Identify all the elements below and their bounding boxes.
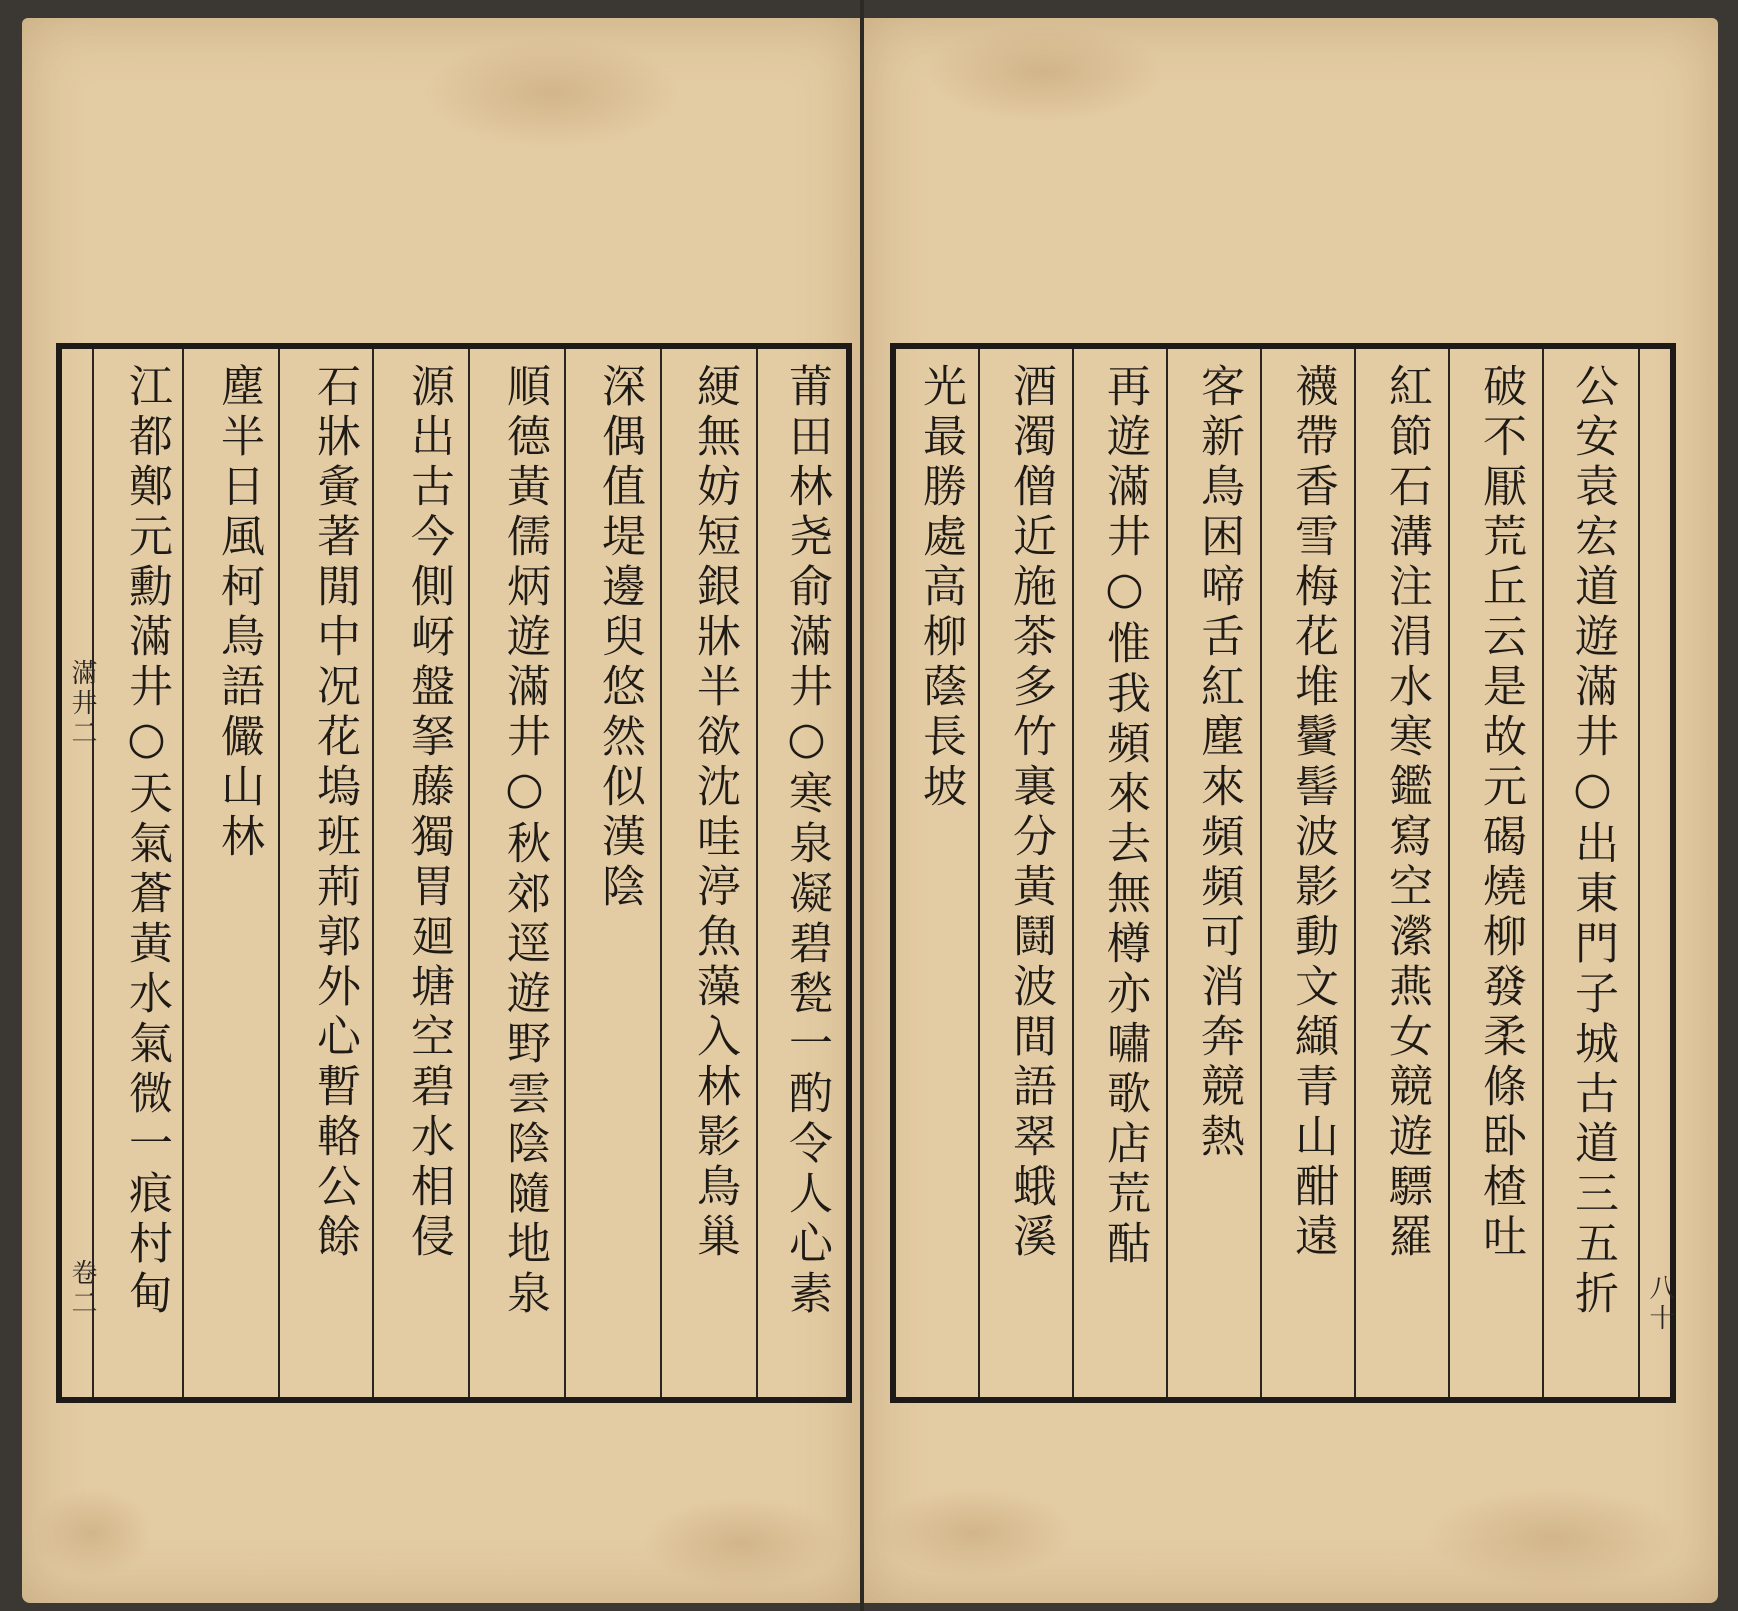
column-rule [564,349,566,1397]
text-column: 綆無妨短銀牀半欲沈哇渟魚藻入林影鳥巢 [689,363,740,1263]
text-column: 塵半日風柯鳥語儼山林 [213,363,264,863]
text-column: 順德黃儒炳遊滿井○秋郊逕遊野雲陰隨地泉 [499,363,550,1320]
text-column: 襪帶香雪梅花堆鬢髻波影動文纈青山酣遠 [1287,363,1338,1263]
left-page [22,18,860,1603]
column-rule [1542,349,1544,1397]
text-column: 源出古今側岈盤拏藤獨胃廻塘空碧水相侵 [403,363,454,1263]
text-frame-left [56,343,852,1403]
text-column: 酒濁僧近施茶多竹裏分黃鬪波間語翠蛾溪 [1005,363,1056,1263]
stain [874,1488,1074,1578]
stain [32,1488,152,1578]
margin-volume: 卷二 [67,1259,97,1319]
column-rule [1448,349,1450,1397]
page-number: 八十 [1645,1274,1675,1334]
column-rule [278,349,280,1397]
column-rule [756,349,758,1397]
column-rule [92,349,94,1397]
text-column: 公安袁宏道遊滿井○出東門子城古道三五折 [1567,363,1618,1320]
column-rule [468,349,470,1397]
column-rule [1166,349,1168,1397]
column-rule [660,349,662,1397]
text-column: 莆田林尧俞滿井○寒泉凝碧甃一酌令人心素 [781,363,832,1320]
column-rule [1354,349,1356,1397]
stain [642,1498,842,1588]
column-rule [1638,349,1640,1397]
column-rule [372,349,374,1397]
column-rule [182,349,184,1397]
text-column: 破不厭荒丘云是故元碣燒柳發柔條卧楂吐 [1475,363,1526,1263]
text-column: 深偶值堤邊臾悠然似漢陰 [594,363,645,913]
stain [422,38,682,148]
text-column: 光最勝處高柳蔭長坡 [915,363,966,813]
margin-title: 滿井二 [67,659,97,749]
text-column: 客新鳥困啼舌紅塵來頻頻可消奔競熱 [1193,363,1244,1163]
column-rule [1072,349,1074,1397]
stain [1424,1488,1684,1588]
right-page [864,18,1718,1603]
text-column: 石牀夤著閒中况花塢班荊郭外心暫輅公餘 [309,363,360,1263]
text-column: 再遊滿井○惟我頻來去無樽亦嘯歌店荒酤 [1099,363,1150,1270]
column-rule [978,349,980,1397]
text-column: 江都鄭元勳滿井○天氣蒼黃水氣微一痕村甸 [121,363,172,1320]
text-column: 紅節石溝注涓水寒鑑寫空瀠燕女競遊驃羅 [1381,363,1432,1263]
column-rule [1260,349,1262,1397]
text-frame-right [890,343,1676,1403]
stain [924,23,1164,123]
